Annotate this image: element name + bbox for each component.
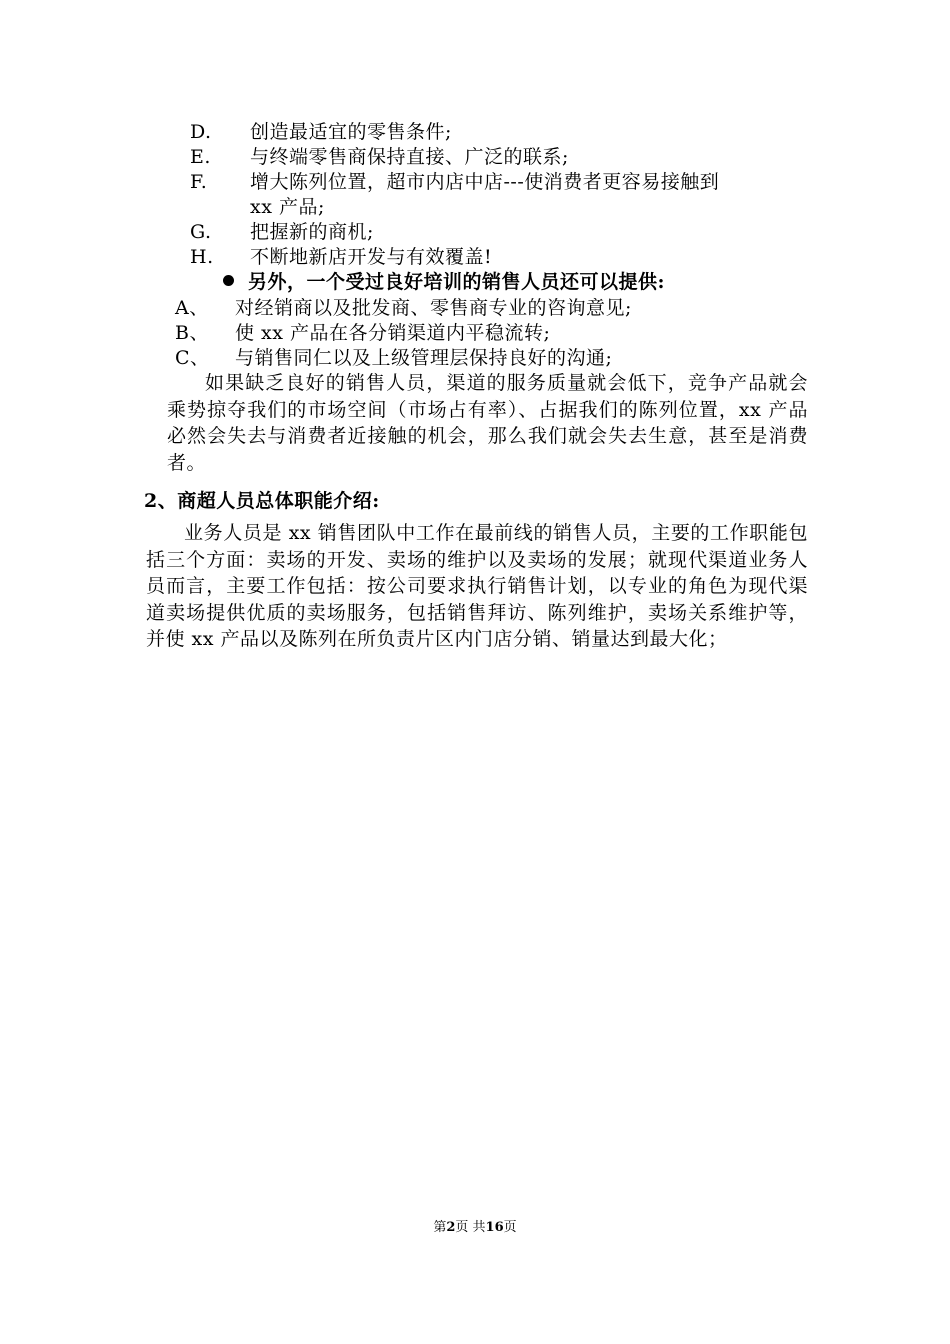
list-marker: G. (190, 221, 212, 243)
list-item-text: 对经销商以及批发商、零售商专业的咨询意见; (235, 297, 632, 319)
footer-middle: 页 共 (455, 1220, 486, 1235)
list-item (190, 170, 719, 194)
body-paragraph: 如果缺乏良好的销售人员，渠道的服务质量就会低下，竞争产品就会乘势掠夺我们的市场空间（市场占有率）、占据我们的陈列位置，xx 产品必然会失去与消费者近接触的机会，那么我们就会失去生意，甚至是消费者。 (167, 372, 808, 474)
page-total: 16 (485, 1220, 504, 1235)
page-footer (0, 1216, 950, 1235)
footer-suffix: 页 (503, 1220, 517, 1235)
bullet-heading (223, 270, 665, 294)
list-marker: H. (190, 246, 214, 268)
footer-prefix: 第 (433, 1220, 447, 1235)
list-marker: E. (190, 146, 211, 168)
list-item-text: 与终端零售商保持直接、广泛的联系; (250, 146, 569, 168)
list-item-text: 创造最适宜的零售条件; (250, 121, 452, 143)
list-item (190, 220, 374, 244)
section-heading: 2、商超人员总体职能介绍: (144, 490, 380, 512)
list-item (175, 296, 632, 320)
list-item (190, 245, 492, 269)
list-item-text: 增大陈列位置，超市内店中店---使消费者更容易接触到 (250, 171, 720, 193)
list-item-text: 不断地新店开发与有效覆盖! (250, 246, 493, 268)
list-marker: C、 (175, 347, 210, 369)
list-marker: A、 (175, 297, 209, 319)
list-marker: F. (190, 171, 208, 193)
list-item (190, 120, 452, 144)
list-item-text: 使 xx 产品在各分销渠道内平稳流转; (235, 322, 551, 344)
list-marker: B、 (175, 322, 209, 344)
bullet-icon (223, 275, 234, 286)
list-marker: D. (190, 121, 212, 143)
page-number: 2 (446, 1220, 456, 1235)
list-item-continuation: xx 产品; (250, 196, 325, 218)
list-item-text: 与销售同仁以及上级管理层保持良好的沟通; (235, 347, 613, 369)
list-item (175, 321, 550, 345)
bullet-heading-text: 另外，一个受过良好培训的销售人员还可以提供: (248, 271, 666, 293)
body-paragraph: 业务人员是 xx 销售团队中工作在最前线的销售人员，主要的工作职能包括三个方面：卖场的开发、卖场的维护以及卖场的发展；就现代渠道业务人员而言，主要工作包括：按公司要求执行销售计划，以专业的角色为现代渠道卖场提供优质的卖场服务，包括销售拜访、陈列维护，卖场关系维护等，并使 xx 产品以及陈列在所负责片区内门店分销、销量达到最大化； (146, 522, 808, 650)
list-item (175, 346, 612, 370)
list-item-text: 把握新的商机; (250, 221, 374, 243)
list-item (190, 145, 569, 169)
